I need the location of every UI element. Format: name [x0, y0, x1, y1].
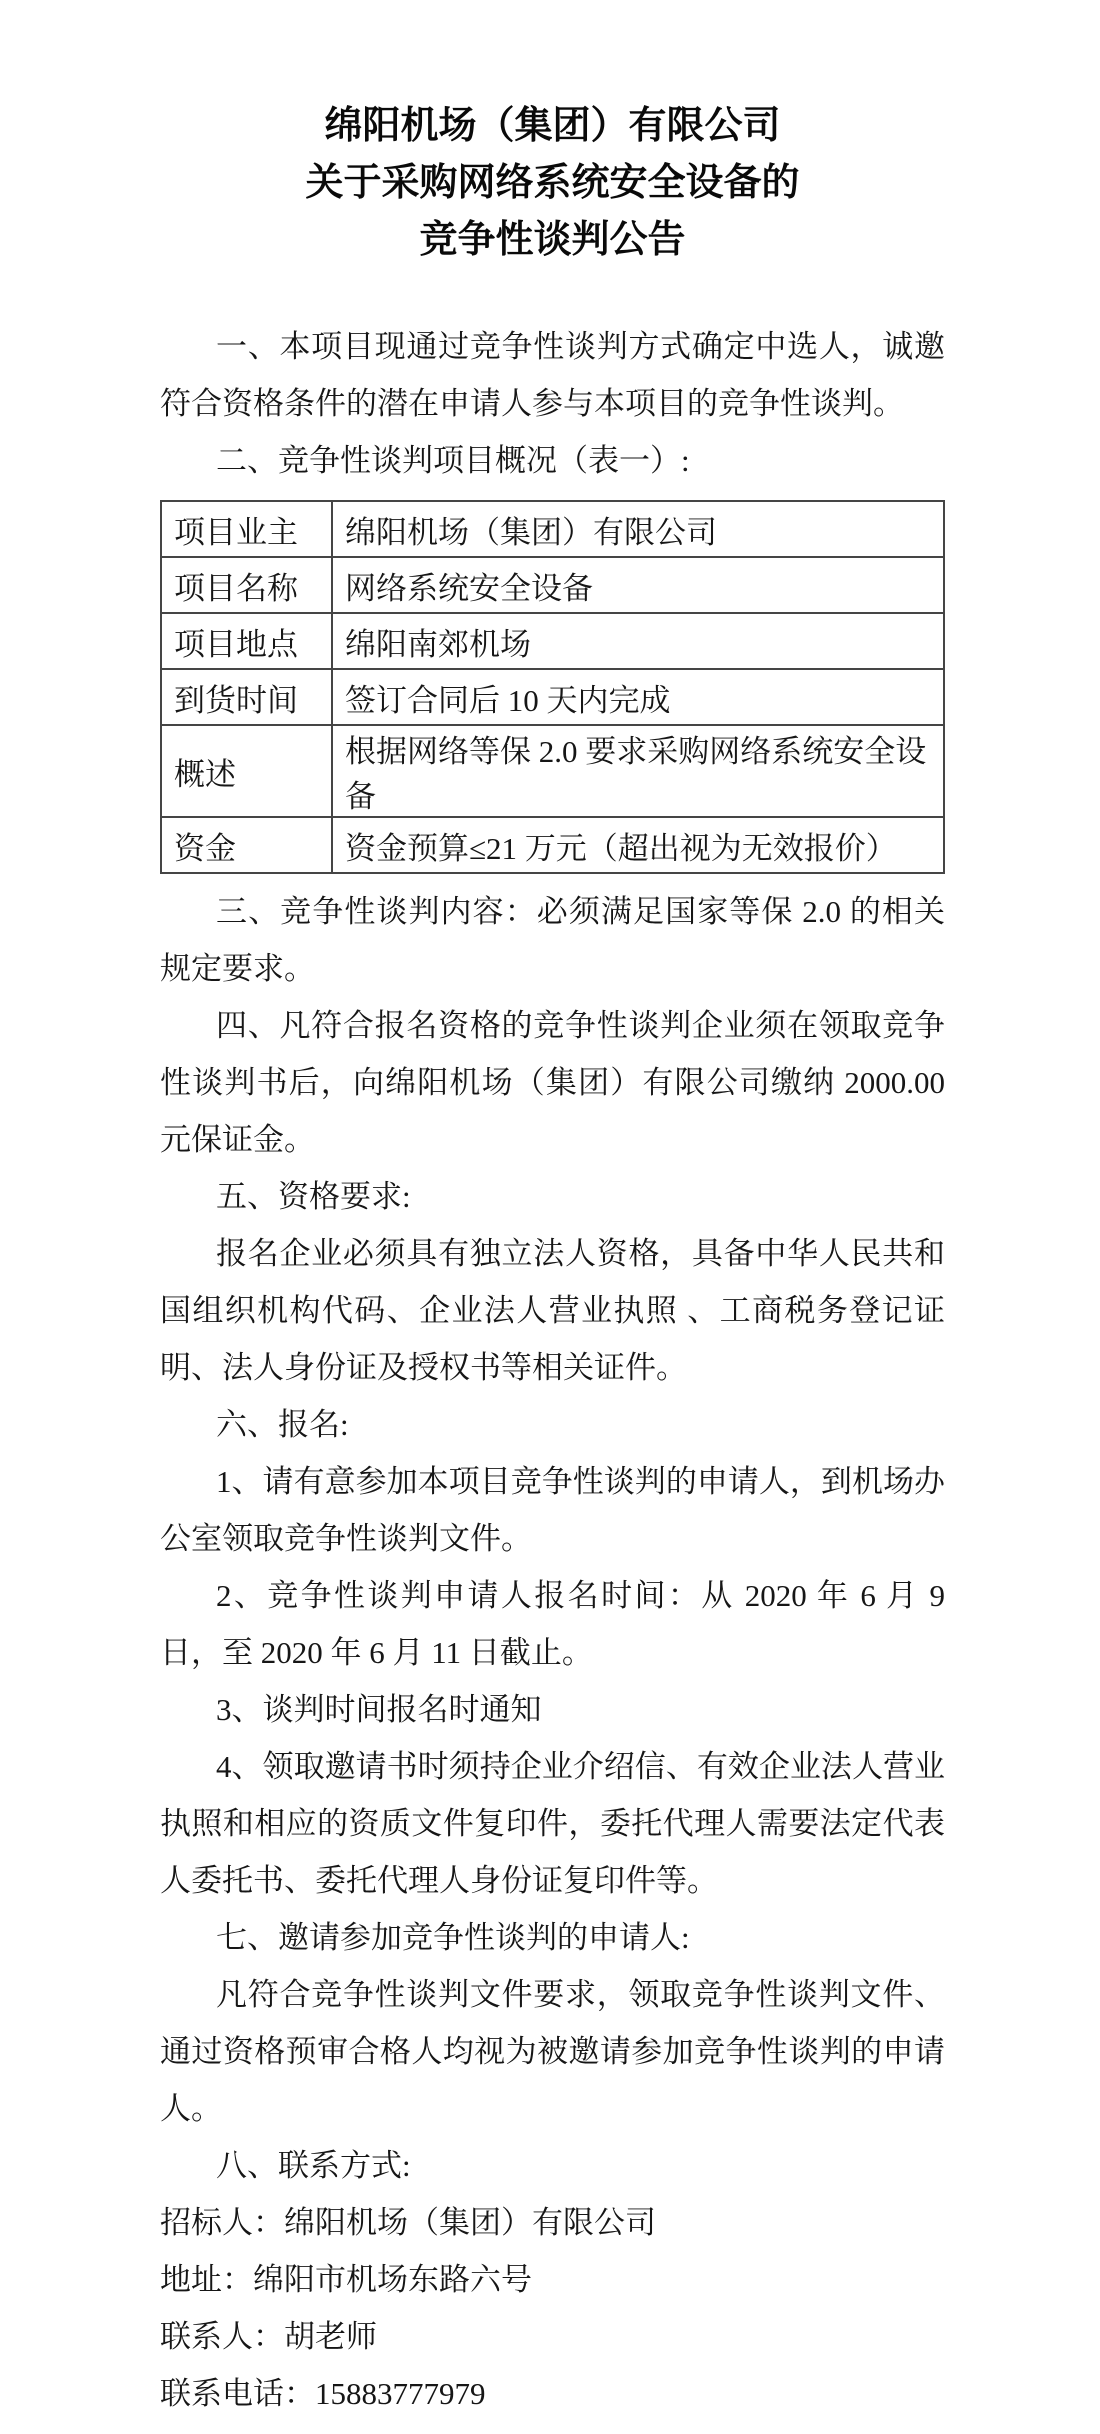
contact-person: 联系人：胡老师 [160, 2319, 377, 2354]
section-3-content: 三、竞争性谈判内容：必须满足国家等保 2.0 的相关规定要求。 [160, 894, 945, 986]
table-cell-value: 绵阳南郊机场 [332, 613, 944, 669]
title-line-subject: 关于采购网络系统安全设备的 [305, 160, 800, 204]
section-5-requirements: 报名企业必须具有独立法人资格，具备中华人民共和国组织机构代码、企业法人营业执照 、工商税务登记证明、法人身份证及授权书等相关证件。 [160, 1236, 945, 1385]
title-line-type: 竞争性谈判公告 [419, 217, 686, 261]
table-cell-label: 项目地点 [161, 613, 332, 669]
project-overview-table [160, 500, 945, 874]
table-cell-label: 到货时间 [161, 669, 332, 725]
section-6-item-1: 1、请有意参加本项目竞争性谈判的申请人，到机场办公室领取竞争性谈判文件。 [160, 1464, 945, 1556]
table-cell-label: 项目业主 [161, 501, 332, 557]
contact-address: 地址：绵阳市机场东路六号 [160, 2262, 532, 2297]
section-6-item-3: 3、谈判时间报名时通知 [216, 1692, 542, 1727]
table-cell-label: 项目名称 [161, 557, 332, 613]
section-7-heading: 七、邀请参加竞争性谈判的申请人: [216, 1920, 690, 1955]
table-row-owner [161, 501, 944, 557]
contact-phone: 联系电话：15883777979 [160, 2376, 486, 2411]
document-title [160, 97, 945, 268]
section-7-content: 凡符合竞争性谈判文件要求，领取竞争性谈判文件、通过资格预审合格人均视为被邀请参加竞争性谈判的申请人。 [160, 1977, 945, 2126]
intro-paragraph-2: 二、竞争性谈判项目概况（表一）: [216, 443, 690, 478]
table-cell-label: 概述 [161, 725, 332, 817]
section-6-item-4: 4、领取邀请书时须持企业介绍信、有效企业法人营业执照和相应的资质文件复印件，委托代理人需要法定代表人委托书、委托代理人身份证复印件等。 [160, 1749, 945, 1898]
table-cell-value: 签订合同后 10 天内完成 [332, 669, 944, 725]
section-5-heading: 五、资格要求: [216, 1179, 411, 1214]
title-line-company: 绵阳机场（集团）有限公司 [324, 103, 781, 147]
table-cell-value: 网络系统安全设备 [332, 557, 944, 613]
contact-tenderee: 招标人：绵阳机场（集团）有限公司 [160, 2205, 656, 2240]
table-cell-label: 资金 [161, 817, 332, 873]
project-overview-table-body [161, 501, 944, 873]
table-row-location [161, 613, 944, 669]
table-row-budget [161, 817, 944, 873]
intro-paragraph-1: 一、本项目现通过竞争性谈判方式确定中选人，诚邀符合资格条件的潜在申请人参与本项目的竞争性谈判。 [160, 329, 945, 421]
section-6-item-2: 2、竞争性谈判申请人报名时间：从 2020 年 6 月 9 日，至 2020 年 6 月 11 日截止。 [160, 1578, 945, 1670]
table-row-delivery-time [161, 669, 944, 725]
section-8-heading: 八、联系方式: [216, 2148, 411, 2183]
table-row-summary [161, 725, 944, 817]
table-cell-value: 资金预算≤21 万元（超出视为无效报价） [332, 817, 944, 873]
table-cell-value: 根据网络等保 2.0 要求采购网络系统安全设备 [332, 725, 944, 817]
table-cell-value: 绵阳机场（集团）有限公司 [332, 501, 944, 557]
table-row-project-name [161, 557, 944, 613]
section-4-deposit: 四、凡符合报名资格的竞争性谈判企业须在领取竞争性谈判书后，向绵阳机场（集团）有限公司缴纳 2000.00 元保证金。 [160, 1008, 945, 1157]
section-6-heading: 六、报名: [216, 1407, 349, 1442]
